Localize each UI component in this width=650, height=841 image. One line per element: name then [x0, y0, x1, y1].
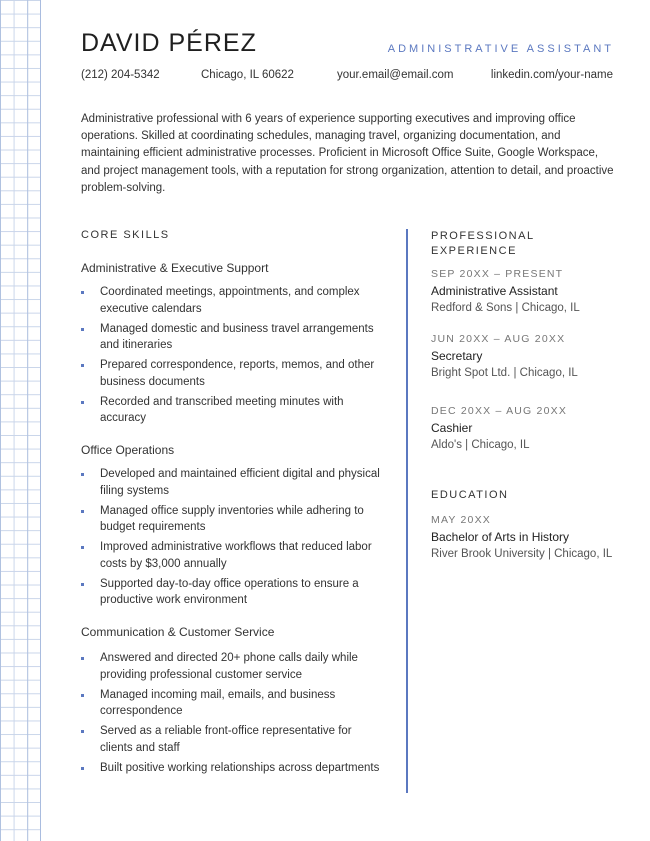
education-school: River Brook University | Chicago, IL	[431, 548, 613, 560]
bullet-icon	[81, 328, 84, 331]
job-entry	[431, 405, 567, 451]
list-item	[81, 357, 381, 390]
skill-group-title: Administrative & Executive Support	[81, 261, 269, 275]
list-item	[81, 466, 381, 499]
list-item	[81, 576, 381, 609]
education-heading: EDUCATION	[431, 489, 509, 501]
list-item-text: Improved administrative workflows that reduced labor costs by $3,000 annually	[100, 541, 372, 570]
bullet-icon	[81, 767, 84, 770]
experience-heading-line: PROFESSIONAL	[431, 230, 535, 242]
job-place: Bright Spot Ltd. | Chicago, IL	[431, 367, 578, 379]
experience-heading-line: EXPERIENCE	[431, 244, 517, 257]
bullet-icon	[81, 546, 84, 549]
bullet-icon	[81, 401, 84, 404]
job-place: Aldo's | Chicago, IL	[431, 439, 530, 451]
job-entry	[431, 333, 578, 379]
list-item	[81, 650, 381, 683]
contact-linkedin[interactable]: linkedin.com/your-name	[490, 69, 613, 81]
list-item-text: Served as a reliable front-office representative for clients and staff	[100, 725, 352, 754]
list-item	[81, 760, 381, 777]
list-item	[81, 539, 381, 572]
list-item	[81, 284, 381, 317]
experience-section	[431, 229, 631, 560]
candidate-name: DAVID PÉREZ	[81, 29, 257, 57]
core-skills-section	[81, 229, 386, 774]
skill-group-title: Communication & Customer Service	[81, 625, 275, 639]
skill-list	[81, 284, 381, 430]
professional-summary: Administrative professional with 6 years of experience supporting executives and improving office operations. Skilled at coordinating schedules, managing travel, organizing documentation, and maintaining efficient administrative processes. Proficient in Microsoft Office Suite, Google Workspace, and project management tools, with a reputation for strong organization, attention to detail, and proactive problem-solving.	[81, 113, 614, 194]
list-item-text: Built positive working relationships across departments	[100, 761, 380, 774]
job-place: Redford & Sons | Chicago, IL	[431, 302, 580, 314]
list-item	[81, 394, 381, 427]
job-dates: JUN 20XX – AUG 20XX	[431, 333, 566, 345]
list-item-text: Managed office supply inventories while adhering to budget requirements	[100, 504, 364, 533]
bullet-icon	[81, 473, 84, 476]
list-item	[81, 503, 381, 536]
education-date: MAY 20XX	[431, 514, 491, 526]
education-entry	[431, 514, 612, 560]
list-item-text: Prepared correspondence, reports, memos, and other business documents	[100, 359, 375, 388]
experience-heading	[431, 229, 631, 258]
job-role: Secretary	[431, 349, 483, 363]
skill-list	[81, 466, 381, 612]
list-item-text: Recorded and transcribed meeting minutes with accuracy	[100, 395, 344, 424]
job-entry	[431, 268, 580, 314]
grid-paper-decoration	[0, 0, 41, 841]
bullet-icon	[81, 364, 84, 367]
list-item-text: Supported day-to-day office operations to ensure a productive work environment	[100, 577, 359, 606]
bullet-icon	[81, 510, 84, 513]
list-item-text: Managed domestic and business travel arrangements and itineraries	[100, 322, 374, 351]
list-item	[81, 723, 381, 756]
contact-location: Chicago, IL 60622	[201, 69, 294, 81]
contact-email[interactable]: your.email@email.com	[337, 69, 454, 81]
core-skills-heading: CORE SKILLS	[81, 229, 170, 241]
column-divider	[406, 229, 408, 793]
list-item	[81, 687, 381, 720]
job-role: Cashier	[431, 421, 473, 435]
skill-group-title: Office Operations	[81, 443, 175, 457]
list-item-text: Managed incoming mail, emails, and business correspondence	[100, 688, 336, 717]
list-item-text: Developed and maintained efficient digital and physical filing systems	[100, 468, 380, 497]
bullet-icon	[81, 657, 84, 660]
job-role: Administrative Assistant	[431, 284, 558, 298]
contact-phone: (212) 204-5342	[81, 69, 160, 81]
bullet-icon	[81, 730, 84, 733]
list-item-text: Answered and directed 20+ phone calls daily while providing professional customer service	[100, 652, 358, 681]
job-dates: SEP 20XX – PRESENT	[431, 268, 564, 280]
list-item	[81, 321, 381, 354]
bullet-icon	[81, 694, 84, 697]
skill-list	[81, 650, 381, 780]
job-dates: DEC 20XX – AUG 20XX	[431, 405, 568, 417]
job-title: ADMINISTRATIVE ASSISTANT	[387, 43, 614, 55]
education-degree: Bachelor of Arts in History	[431, 530, 570, 544]
bullet-icon	[81, 291, 84, 294]
bullet-icon	[81, 583, 84, 586]
list-item-text: Coordinated meetings, appointments, and complex executive calendars	[100, 286, 360, 315]
